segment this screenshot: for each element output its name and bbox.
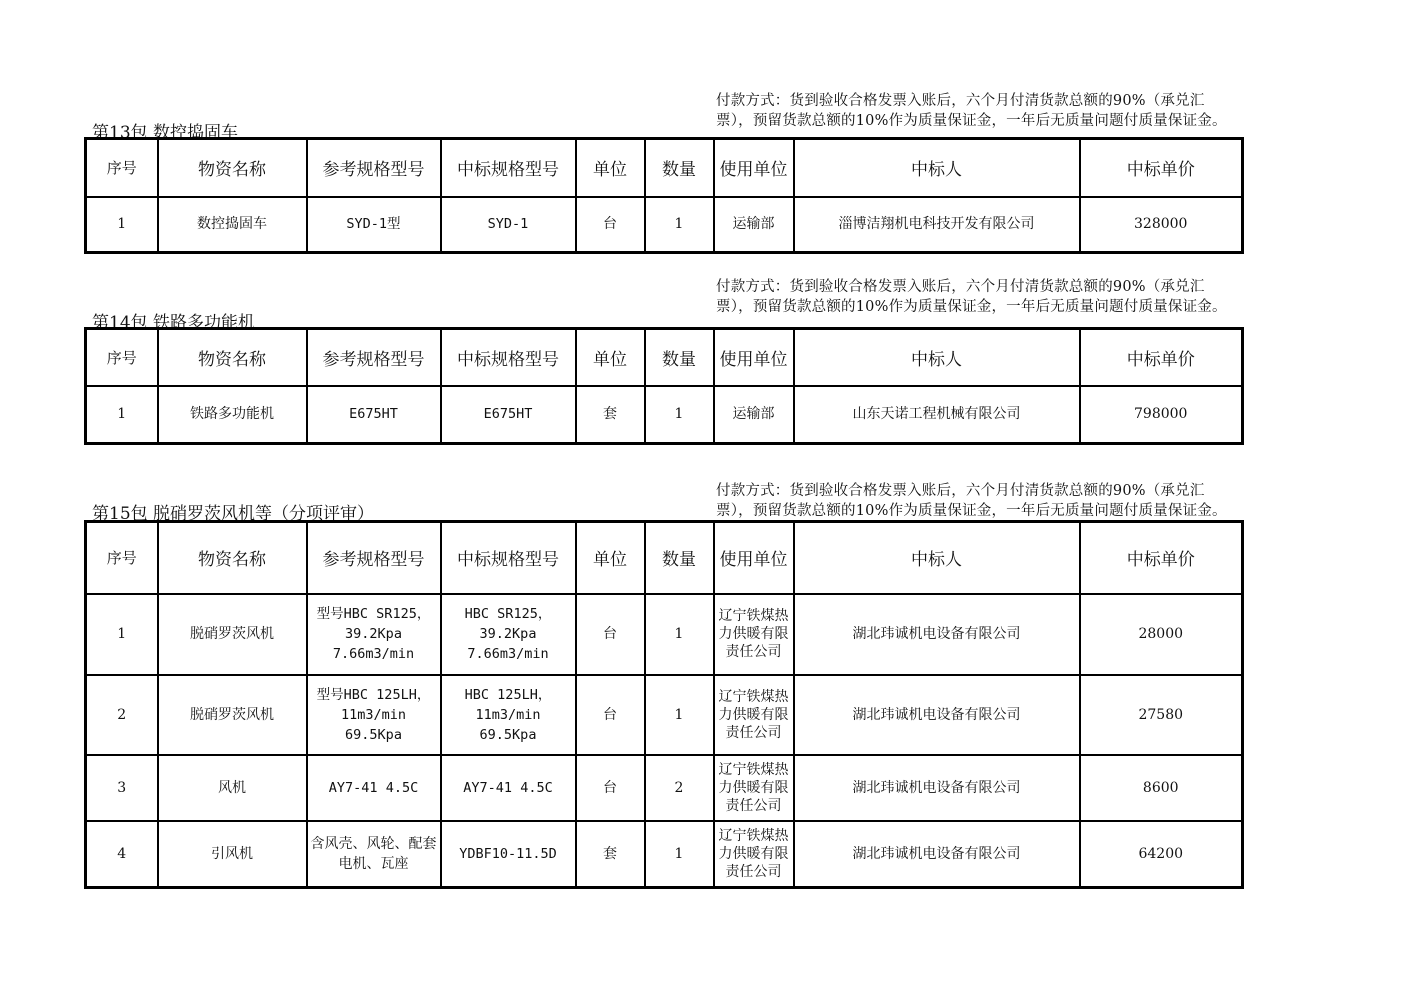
package-title: 第13包 数控捣固车	[92, 123, 239, 143]
cell-no: 4	[86, 821, 158, 888]
header-qty: 数量	[645, 329, 714, 386]
header-row	[86, 139, 1243, 197]
cell-no: 2	[86, 675, 158, 755]
table-row	[86, 675, 1243, 755]
cell-bid-spec: SYD-1	[441, 197, 576, 253]
header-bid-spec: 中标规格型号	[441, 522, 576, 594]
cell-qty: 1	[645, 197, 714, 253]
payment-terms: 付款方式：货到验收合格发票入账后，六个月付清货款总额的90%（承兑汇票），预留货款总额的10%作为质量保证金，一年后无质量问题付质量保证金。	[716, 93, 1227, 129]
header-unit: 单位	[576, 522, 645, 594]
cell-unit: 台	[576, 594, 645, 675]
bid-table	[84, 520, 1244, 889]
cell-no: 1	[86, 594, 158, 675]
cell-winner: 湖北玮诚机电设备有限公司	[794, 821, 1080, 888]
header-winner: 中标人	[794, 329, 1080, 386]
header-unit: 单位	[576, 139, 645, 197]
cell-no: 1	[86, 197, 158, 253]
header-bid-spec: 中标规格型号	[441, 139, 576, 197]
cell-price: 28000	[1080, 594, 1243, 675]
table-row	[86, 197, 1243, 253]
cell-user: 辽宁铁煤热力供暖有限责任公司	[714, 755, 794, 821]
cell-unit: 套	[576, 386, 645, 444]
cell-price: 798000	[1080, 386, 1243, 444]
cell-name: 脱硝罗茨风机	[158, 675, 307, 755]
header-price: 中标单价	[1080, 329, 1243, 386]
header-no: 序号	[86, 139, 158, 197]
cell-qty: 2	[645, 755, 714, 821]
cell-price: 8600	[1080, 755, 1243, 821]
cell-unit: 台	[576, 675, 645, 755]
cell-bid-spec: AY7-41 4.5C	[441, 755, 576, 821]
header-qty: 数量	[645, 522, 714, 594]
cell-price: 27580	[1080, 675, 1243, 755]
header-ref-spec: 参考规格型号	[307, 139, 441, 197]
cell-winner: 山东天诺工程机械有限公司	[794, 386, 1080, 444]
cell-name: 数控捣固车	[158, 197, 307, 253]
header-unit: 单位	[576, 329, 645, 386]
cell-ref-spec: 型号HBC 125LH，11m3/min 69.5Kpa	[307, 675, 441, 755]
cell-user: 运输部	[714, 386, 794, 444]
cell-unit: 套	[576, 821, 645, 888]
header-no: 序号	[86, 329, 158, 386]
cell-bid-spec: E675HT	[441, 386, 576, 444]
table-row	[86, 594, 1243, 675]
cell-user: 辽宁铁煤热力供暖有限责任公司	[714, 675, 794, 755]
cell-ref-spec: AY7-41 4.5C	[307, 755, 441, 821]
cell-name: 风机	[158, 755, 307, 821]
header-row	[86, 329, 1243, 386]
package-title: 第14包 铁路多功能机	[92, 313, 256, 333]
header-price: 中标单价	[1080, 522, 1243, 594]
header-row	[86, 522, 1243, 594]
header-name: 物资名称	[158, 522, 307, 594]
header-price: 中标单价	[1080, 139, 1243, 197]
cell-qty: 1	[645, 594, 714, 675]
cell-name: 引风机	[158, 821, 307, 888]
header-user: 使用单位	[714, 522, 794, 594]
cell-price: 64200	[1080, 821, 1243, 888]
header-qty: 数量	[645, 139, 714, 197]
header-ref-spec: 参考规格型号	[307, 329, 441, 386]
table-row	[86, 386, 1243, 444]
cell-bid-spec: YDBF10-11.5D	[441, 821, 576, 888]
cell-name: 铁路多功能机	[158, 386, 307, 444]
cell-qty: 1	[645, 821, 714, 888]
cell-winner: 湖北玮诚机电设备有限公司	[794, 675, 1080, 755]
cell-winner: 湖北玮诚机电设备有限公司	[794, 755, 1080, 821]
payment-terms: 付款方式：货到验收合格发票入账后，六个月付清货款总额的90%（承兑汇票），预留货款总额的10%作为质量保证金，一年后无质量问题付质量保证金。	[716, 483, 1227, 519]
bid-table	[84, 137, 1244, 254]
cell-winner: 湖北玮诚机电设备有限公司	[794, 594, 1080, 675]
cell-user: 辽宁铁煤热力供暖有限责任公司	[714, 594, 794, 675]
header-name: 物资名称	[158, 329, 307, 386]
cell-price: 328000	[1080, 197, 1243, 253]
header-winner: 中标人	[794, 139, 1080, 197]
cell-ref-spec: E675HT	[307, 386, 441, 444]
cell-user: 运输部	[714, 197, 794, 253]
cell-winner: 淄博洁翔机电科技开发有限公司	[794, 197, 1080, 253]
header-user: 使用单位	[714, 139, 794, 197]
cell-bid-spec: HBC SR125，39.2Kpa 7.66m3/min	[441, 594, 576, 675]
header-bid-spec: 中标规格型号	[441, 329, 576, 386]
cell-ref-spec: 含风壳、风轮、配套电机、瓦座	[307, 821, 441, 888]
header-winner: 中标人	[794, 522, 1080, 594]
payment-terms: 付款方式：货到验收合格发票入账后，六个月付清货款总额的90%（承兑汇票），预留货款总额的10%作为质量保证金，一年后无质量问题付质量保证金。	[716, 279, 1227, 315]
cell-name: 脱硝罗茨风机	[158, 594, 307, 675]
header-ref-spec: 参考规格型号	[307, 522, 441, 594]
cell-qty: 1	[645, 675, 714, 755]
cell-ref-spec: SYD-1型	[307, 197, 441, 253]
cell-ref-spec: 型号HBC SR125，39.2Kpa 7.66m3/min	[307, 594, 441, 675]
header-user: 使用单位	[714, 329, 794, 386]
cell-qty: 1	[645, 386, 714, 444]
package-title: 第15包 脱硝罗茨风机等（分项评审）	[92, 504, 375, 524]
cell-no: 1	[86, 386, 158, 444]
table-row	[86, 821, 1243, 888]
cell-user: 辽宁铁煤热力供暖有限责任公司	[714, 821, 794, 888]
header-name: 物资名称	[158, 139, 307, 197]
cell-unit: 台	[576, 755, 645, 821]
table-row	[86, 755, 1243, 821]
cell-no: 3	[86, 755, 158, 821]
header-no: 序号	[86, 522, 158, 594]
bid-table	[84, 327, 1244, 445]
cell-unit: 台	[576, 197, 645, 253]
cell-bid-spec: HBC 125LH，11m3/min 69.5Kpa	[441, 675, 576, 755]
